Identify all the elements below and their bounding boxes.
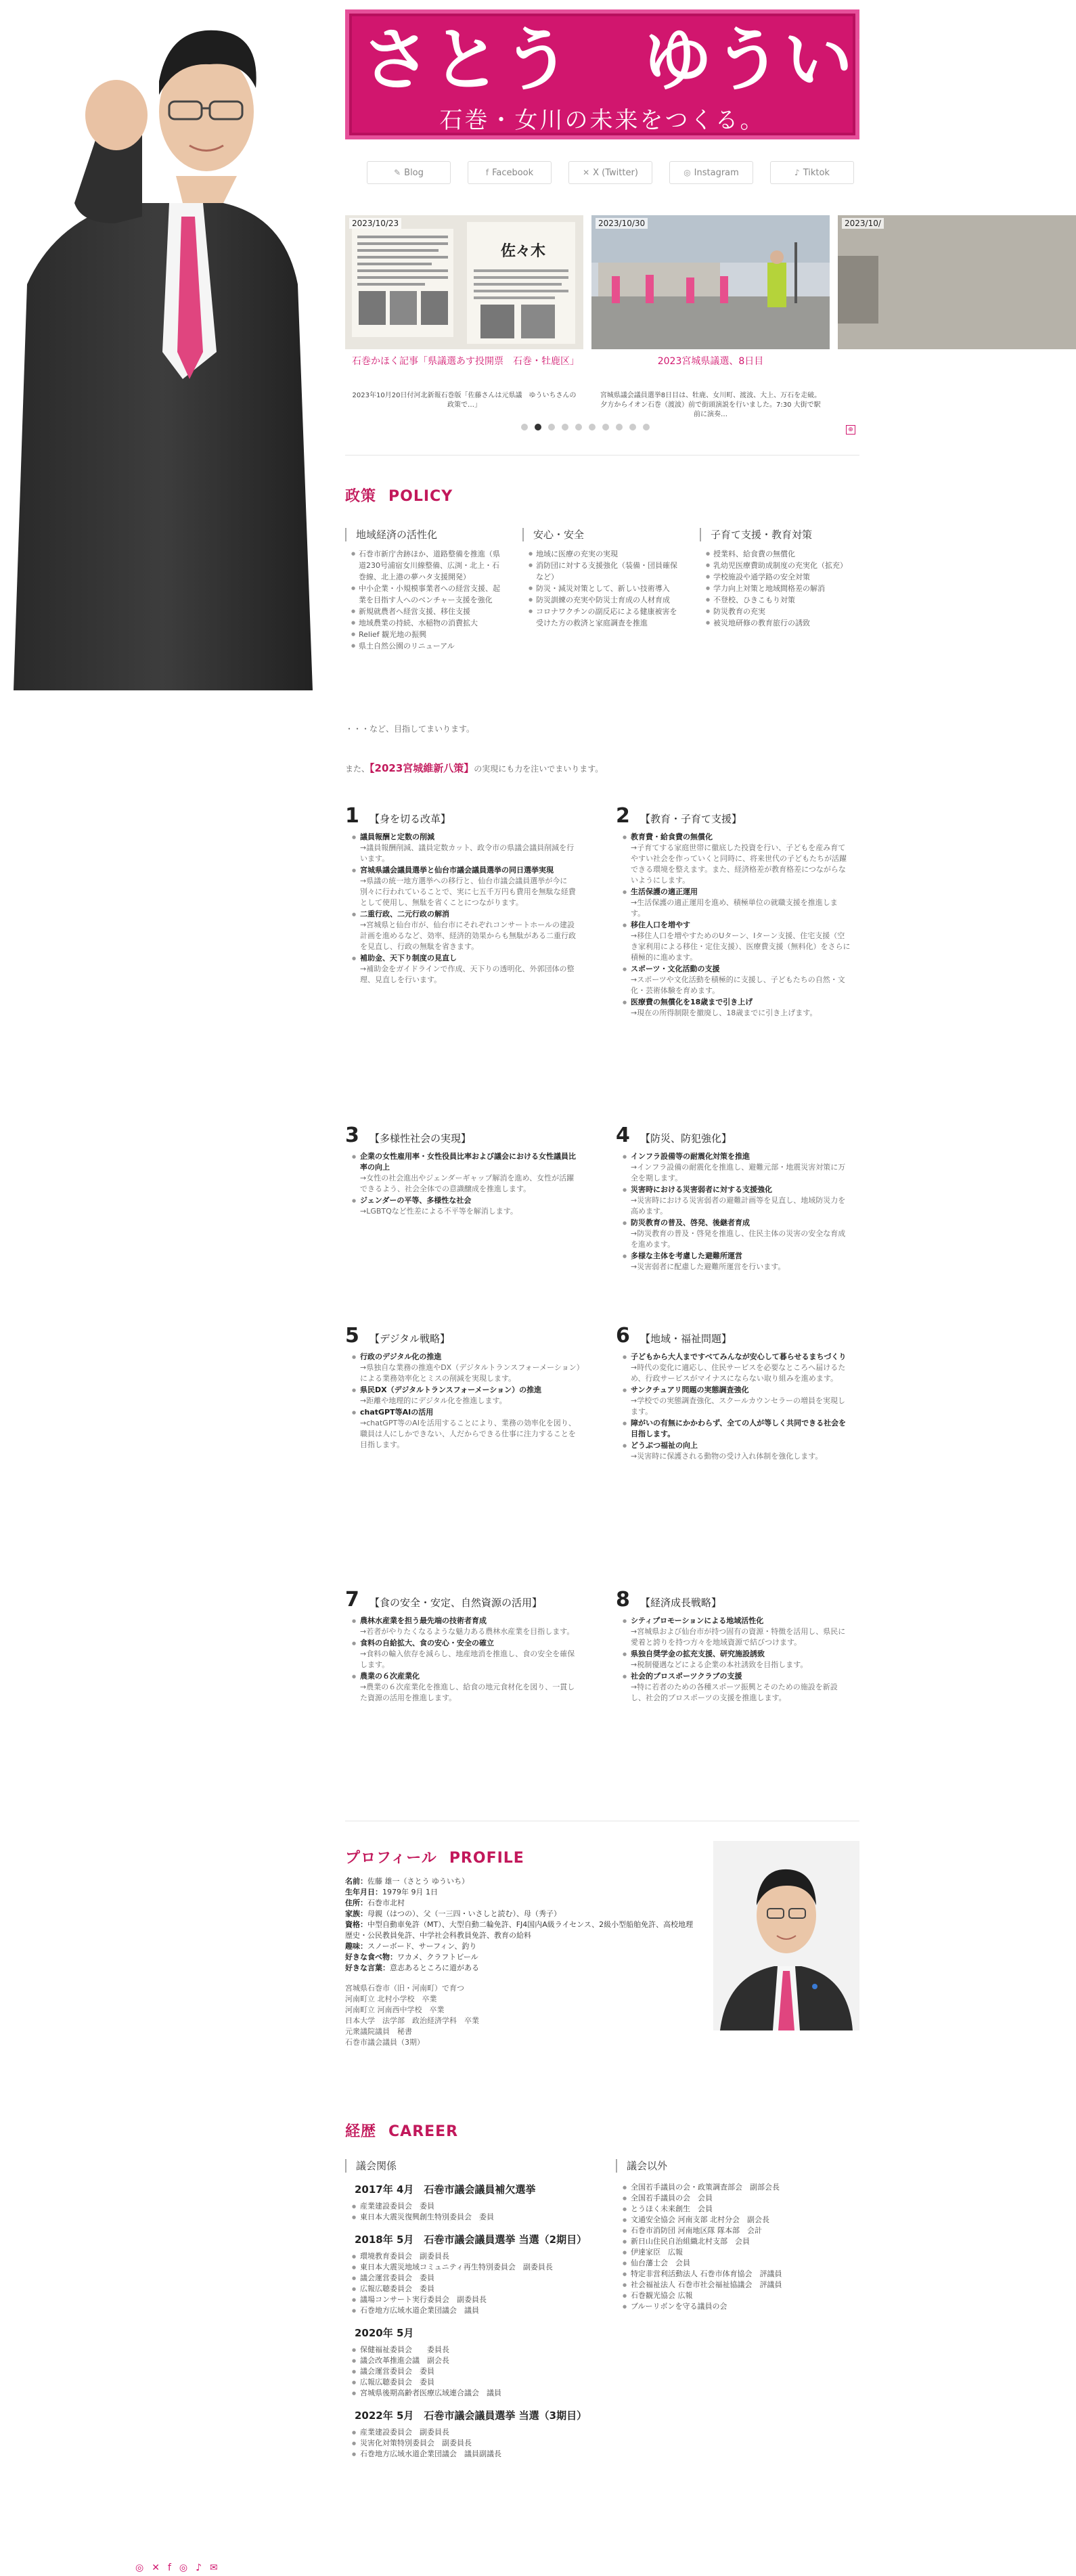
policy-pillar-2 [616,804,851,1019]
slider-dot[interactable] [616,424,623,430]
tiktok-icon[interactable]: ♪ [196,2562,202,2573]
list-item: ● どうぶつ福祉の向上 →災害時に保護される動物の受け入れ体制を強化します。 [631,1440,851,1462]
profile-row: 好きな食べ物：ワカメ、クラフトビール [345,1953,478,1961]
list-item: ● 保健福祉委員会 委員長 [360,2345,589,2355]
edu-line: 元衆議院議員 秘書 [345,2027,412,2036]
policy-pillar-1 [345,804,581,986]
list-item: ● 文通安全協会 河南支部 北村分会 副会長 [631,2215,859,2225]
list-item: ● 不登校、ひきこもり対策 [713,594,859,606]
news-excerpt: 宮城県議会議員選挙8日目は、牡鹿、女川町、渡波、大上、万石を走破。夕方からイオン石巻（渡波）前で街頭演説を行いました。7:30 大街で駅前に演奏… [600,392,822,418]
slider-dot[interactable] [548,424,555,430]
list-item: ● 東日本大震災復興創生特別委員会 委員 [360,2212,589,2223]
career-column-heading: 議会関係 [345,2159,589,2173]
career-year: 2020年 5月 [355,2327,414,2339]
divider [345,455,859,456]
list-item: ● 災害化対策特別委員会 副委員長 [360,2438,589,2449]
list-item: ● 広報広聴委員会 委員 [360,2377,589,2388]
profile-row: 名前：佐藤 雄一（さとう ゆういち） [345,1877,469,1886]
edu-line: 宮城県石巻市（旧・河南町）で育つ [345,1984,464,1993]
list-item: ● 石巻市新庁舎跡ほか、道路整備を推進（県道230号浦宿女川線整備、広渕・北上・石巻線、北上港の夢ハタ支援開発） [359,548,505,583]
career-title: 経歴 [345,2123,377,2140]
social-label: Blog [404,167,424,178]
list-item: ● 広報広聴委員会 委員 [360,2284,589,2294]
pillar-title: 【食の安全・安定、自然資源の活用】 [369,1597,543,1609]
tagline: 石巻・女川の未来をつくる。 [439,107,765,134]
list-item: ● 議員報酬と定数の削減 →議員報酬削減、議員定数カット、政令市の県議会議員削減を行います。 [360,832,581,864]
pillar-title: 【地域・福祉問題】 [640,1333,732,1345]
list-item: ● 県独自奨学金の拡充支援、研究施設誘致 →税制優遇などによる企業の本社誘致を目指します。 [631,1649,851,1670]
policy-pillar-6 [616,1324,851,1463]
policy-pillar-7 [345,1588,581,1704]
x-icon: ✕ [583,168,590,177]
list-item: ● ブルーリボンを守る議員の会 [631,2301,859,2312]
profile-row: 好きな言葉：意志あるところに道がある [345,1963,479,1972]
instagram-icon: ◎ [683,168,691,177]
slider-dots [521,424,650,430]
list-item: ● 特定非営利活動法人 石巻市体育協会 評議員 [631,2269,859,2280]
list-item: ● 農業の６次産業化 →農業の６次産業化を推進し、給食の地元食材化を図り、一貫した資源の活用を推進します。 [360,1671,581,1704]
list-item: ● シティプロモーションによる地域活性化 →宮城県および仙台市が持つ固有の資源・特徴を活用し、県民に愛着と誇りを持つ方々を地域資源で結びつけます。 [631,1616,851,1648]
pillar-title: 【多様性社会の実現】 [369,1132,472,1145]
list-item: ● とうほく未来創生 会員 [631,2204,859,2215]
slider-dot[interactable] [589,424,596,430]
slider-dot[interactable] [521,424,528,430]
pillar-title: 【教育・子育て支援】 [640,813,742,825]
career-other [616,2159,859,2312]
instagram-icon[interactable]: ◎ [135,2562,144,2573]
policy-column [522,528,682,629]
list-item: ● 子どもから大人まですべてみんなが安心して暮らせるまちづくり →時代の変化に適応し、住民サービスを必要なところへ届けるため、行政サービスがマイナスにならない取り組みを進めます。 [631,1352,851,1384]
news-card[interactable] [591,215,830,418]
profile-photo [713,1841,859,2030]
policy-column-heading: 子育て支援・教育対策 [700,528,859,541]
list-item: ● 産業建設委員会 委員 [360,2201,589,2212]
slider-dot[interactable] [575,424,582,430]
social-label: X (Twitter) [593,167,638,178]
news-slider [345,215,881,418]
list-item: ● 防災・減災対策として、新しい技術導入 [536,583,682,594]
slider-dot[interactable] [629,424,636,430]
list-item: ● 災害時における災害弱者に対する支援強化 →災害時における災害弱者の避難計画等を見直し、地域防災力を高めます。 [631,1184,851,1217]
news-image [345,215,583,349]
pillar-number: 6 [616,1324,630,1348]
x-twitter-button[interactable] [568,161,652,184]
list-item: ● 石巻市消防団 河南地区隊 隊本部 会計 [631,2225,859,2236]
ishin-link[interactable]: 【2023宮城維新八策】 [369,762,474,774]
list-item: ● 社会福祉法人 石巻市社会福祉協議会 評議員 [631,2280,859,2290]
pin-icon[interactable]: ⊕ [846,425,855,435]
news-title[interactable]: 2023宮城県議選、8日目 [657,356,764,367]
list-item: ● スポーツ・文化活動の支援 →スポーツや文化活動を積極的に支援し、子どもたちの自然・文化・芸術体験を育めます。 [631,964,851,996]
list-item: ● 石巻地方広域水道企業団議会 議員副議長 [360,2449,589,2460]
list-item: ● サンクチュアリ問題の実態調査強化 →学校での実態調査強化、スクールカウンセラーの増員を実現します。 [631,1385,851,1417]
blog-button[interactable] [367,161,451,184]
list-item: ● 宮城県議会議員選挙と仙台市議会議員選挙の同日選挙実現 →県議の統一地方選挙への移行と、仙台市議会議員選挙が今に別々に行われていることで、実に七五千万円も費用を無駄な経費として使用し、無駄を省くことにつながります。 [360,865,581,908]
list-item: ● 地域に医療の充実の実現 [536,548,682,560]
edu-line: 日本大学 法学部 政治経済学科 卒業 [345,2016,479,2025]
list-item: ● Relief 観光地の振興 [359,629,505,640]
list-item: ● 二重行政、二元行政の解消 →宮城県と仙台市が、仙台市にそれぞれコンサートホールの建設計画を進めるなど、効率、経済的効果からも無駄がある二重行政を見直し、行政の無駄を省きます。 [360,909,581,952]
facebook-icon: f [485,168,489,177]
policy-pillar-5 [345,1324,581,1451]
profile-row: 資格：中型自動車免許（MT）、大型自動二輪免許、FJ4国内A級ライセンス、2級小型船舶免許、高校地理歴史・公民教員免許、中学社会科教員免許、教育の給料 [345,1920,694,1940]
facebook-button[interactable] [468,161,552,184]
list-item: ● 産業建設委員会 副委員長 [360,2427,589,2438]
pillar-number: 8 [616,1588,630,1612]
slider-dot-active[interactable] [535,424,541,430]
profile-heading [345,1846,524,1867]
pillar-number: 5 [345,1324,359,1348]
list-item: ● ジェンダーの平等、多様性な社会 →LGBTQなど性差による不平等を解消します。 [360,1195,581,1217]
social-label: Facebook [492,167,534,178]
list-item: ● 防災教育の充実 [713,606,859,617]
news-title[interactable]: 石巻かほく記事「県議選あす投開票 石巻・牡鹿区」 [352,356,579,367]
list-item: ● 環境教育委員会 副委員長 [360,2251,589,2262]
policy-title-en: POLICY [388,488,453,505]
instagram-icon[interactable]: ◎ [179,2562,188,2573]
profile-row: 家族：母親（はつの）、父（一三四・いさしと読む）、母（秀子） [345,1909,561,1918]
pillar-number: 1 [345,804,359,828]
pillar-number: 2 [616,804,630,828]
list-item: ● 乳幼児医療費助成制度の充実化（拡充） [713,560,859,571]
list-item: ● 補助金、天下り制度の見直し →補助金をガイドラインで作成、天下りの透明化、外郭団体の整理、見直しを行います。 [360,953,581,985]
policy-pillar-4 [616,1124,851,1273]
pillar-title: 【防災、防犯強化】 [640,1132,732,1145]
list-item: ● コロナワクチンの副反応による健康被害を受けた方の救済と家庭調査を推進 [536,606,682,629]
pillar-number: 4 [616,1124,630,1147]
education-history [345,1983,697,2048]
tiktok-icon: ♪ [794,168,800,177]
news-date: 2023/10/23 [349,218,401,229]
candidate-portrait [0,0,313,690]
list-item: ● 医療費の無償化を18歳まで引き上げ →現在の所得制限を撤廃し、18歳までに引き上げます。 [631,997,851,1019]
career-title-en: CAREER [388,2123,459,2140]
edu-line: 石巻市議会議員（3期） [345,2038,424,2047]
list-item: ● 議場コンサート実行委員会 副委員長 [360,2294,589,2305]
list-item: ● 防災教育の普及、啓発、後継者育成 →防災教育の普及・啓発を推進し、住民主体の災害の安全な育成を進めます。 [631,1218,851,1250]
policy-title: 政策 [345,488,377,505]
svg-text:佐々木: 佐々木 [501,242,546,260]
list-item: ● 学校施設や通学路の安全対策 [713,571,859,583]
candidate-photo [0,0,313,690]
career-council [345,2159,589,2460]
instagram-button[interactable] [669,161,753,184]
pillar-title: 【身を切る改革】 [369,813,451,825]
list-item: ● 移住人口を増やす →移住人口を増やすためのUターン、Iターン支援、住宅支援（空き家利用による移住・定住支援）、医療費支援（無料化）をさらに積極的に進めます。 [631,920,851,963]
list-item: ● 仙台藩士会 会員 [631,2258,859,2269]
list-item: ● 農林水産業を担う最先端の技術者育成 →若者がやりたくなるような魅力ある農林水産業を目指します。 [360,1616,581,1637]
profile-title-en: PROFILE [449,1850,524,1867]
list-item: ● 新規就農者へ経営支援、移住支援 [359,606,505,617]
mail-icon[interactable]: ✉ [210,2562,218,2573]
list-item: ● 全国若手議員の会・政策調査部会 副部会長 [631,2182,859,2193]
list-item: ● 行政のデジタル化の推進 →県独自な業務の推進やDX（デジタルトランスフォーメーション）による業務効率化とミスの削減を実現します。 [360,1352,581,1384]
career-year: 2022年 5月 石巻市議会議員選挙 当選（3期目） [355,2410,587,2422]
profile-row: 生年月日：1979年 9月 1日 [345,1888,438,1896]
policy-heading [345,485,453,506]
policy-column-heading: 安心・安全 [522,528,682,541]
social-label: Tiktok [803,167,830,178]
pillar-title: 【経済成長戦略】 [640,1597,722,1609]
facebook-icon[interactable]: f [167,2562,171,2573]
list-item: ● 石巻観光協会 広報 [631,2290,859,2301]
career-year: 2018年 5月 石巻市議会議員選挙 当選（2期目） [355,2234,587,2246]
policy-column-heading: 地域経済の活性化 [345,528,505,541]
list-item: ● 県民DX（デジタルトランスフォーメーション）の推進 →距離や地理的にデジタル化を推進します。 [360,1385,581,1406]
career-column-heading: 議会以外 [616,2159,859,2173]
list-item: ● 宮城県後期高齢者医療広域連合議会 議員 [360,2388,589,2399]
profile-details [345,1876,697,2048]
news-date: 2023/10/ [842,218,884,229]
career-heading [345,2120,458,2141]
list-item: ● 障がいの有無にかかわらず、全ての人が等しく共同できる社会を目指します。 [631,1418,851,1440]
x-icon[interactable]: ✕ [152,2562,160,2573]
list-item: ● 議会運営委員会 委員 [360,2273,589,2284]
list-item: ● 多様な主体を考慮した避難所運営 →災害弱者に配慮した避難所運営を行います。 [631,1251,851,1272]
list-item: ● 生活保護の適正運用 →生活保護の適正運用を進め、積極単位の就職支援を推進します。 [631,887,851,919]
candidate-name: さとう ゆういち [361,20,924,101]
edu-line: 河南町立 河南西中学校 卒業 [345,2005,445,2014]
career-year: 2017年 4月 石巻市議会議員補欠選挙 [355,2183,536,2196]
list-item: ● 授業料、給食費の無償化 [713,548,859,560]
news-image [838,215,1076,349]
list-item: ● 消防団に対する支援強化（装備・団員確保など） [536,560,682,583]
tiktok-button[interactable] [770,161,854,184]
list-item: ● chatGPT等AIの活用 →chatGPT等のAIを活用することにより、業務の効率化を図り、職員は人にしかできない、人だからできる仕事に注力することを目指します。 [360,1407,581,1450]
slider-dot[interactable] [562,424,568,430]
news-excerpt: 2023年10月20日付河北新報石巻版「佐藤さんは元県議 ゆういちさんの政策で…」 [352,392,577,409]
profile-title: プロフィール [345,1850,437,1867]
policy-note: ・・・など、目指してまいります。 [345,724,475,734]
list-item: ● 議会改革推進会議 副会長 [360,2355,589,2366]
list-item: ● 中小企業・小規模事業者への経営支援、起業を目指す人へのベンチャー支援を強化 [359,583,505,606]
list-item: ● 学力向上対策と地域間格差の解消 [713,583,859,594]
policy-pillar-8 [616,1588,851,1704]
bottom-social-icons [135,2562,218,2573]
list-item: ● 石巻地方広域水道企業団議会 議員 [360,2305,589,2316]
profile-row: 趣味：スノーボード、サーフィン、釣り [345,1942,477,1951]
policy-column [700,528,859,629]
list-item: ● 企業の女性雇用率・女性役員比率および議会における女性議員比率の向上 →女性の社会進出やジェンダーギャップ解消を進め、女性が活躍できるよう、社会全体での意識醸成を推進します。 [360,1151,581,1195]
note-text: また、 [345,764,370,774]
list-item: ● 新日山住民自治組織北村支部 会員 [631,2236,859,2247]
edu-line: 河南町立 北村小学校 卒業 [345,1995,437,2003]
list-item: ● インフラ設備等の耐震化対策を推進 →インフラ設備の耐震化を推進し、避難元部・地震災害対策に万全を期します。 [631,1151,851,1184]
news-card[interactable] [838,215,1076,412]
header-banner [345,9,924,139]
pillar-title: 【デジタル戦略】 [369,1333,451,1345]
note-text: の実現にも力を注いでまいります。 [474,764,604,774]
news-card[interactable] [345,215,583,412]
list-item: ● 県土自然公園のリニューアル [359,640,505,652]
slider-dot[interactable] [602,424,609,430]
news-image [591,215,830,349]
policy-pillar-3 [345,1124,581,1218]
list-item: ● 伊達家臣 広報 [631,2247,859,2258]
profile-row: 住所：石巻市北村 [345,1898,405,1907]
list-item: ● 地域農業の持続、水稲物の消費拡大 [359,617,505,629]
slider-dot[interactable] [643,424,650,430]
policy-column [345,528,505,652]
policy-note-ishin [345,761,603,775]
list-item: ● 全国若手議員の会 会員 [631,2193,859,2204]
list-item: ● 社会的プロスポーツクラブの支援 →特に若者のための各種スポーツ振興とそのための施設を新設し、社会的プロスポーツの支援を推進します。 [631,1671,851,1704]
pencil-icon: ✎ [394,168,401,177]
social-links [367,161,854,184]
list-item: ● 議会運営委員会 委員 [360,2366,589,2377]
list-item: ● 食料の自給拡大、食の安心・安全の確立 →食料の輸入依存を減らし、地産地消を推進し、食の安全を確保します。 [360,1638,581,1670]
list-item: ● 被災地研修の教育旅行の誘致 [713,617,859,629]
list-item: ● 東日本大震災地域コミュニティ再生特別委員会 副委員長 [360,2262,589,2273]
pillar-number: 7 [345,1588,359,1612]
list-item: ● 教育費・給食費の無償化 →子育てする家庭世帯に徹底した投資を行い、子どもを産み育てやすい社会を作っていくと同時に、将来世代の子どもたちが活躍できる環境を整えます。また、経済格差が教育格差につながらないようにします。 [631,832,851,886]
news-date: 2023/10/30 [596,218,648,229]
social-label: Instagram [694,167,739,178]
pillar-number: 3 [345,1124,359,1147]
list-item: ● 防災訓練の充実や防災士育成の人材育成 [536,594,682,606]
